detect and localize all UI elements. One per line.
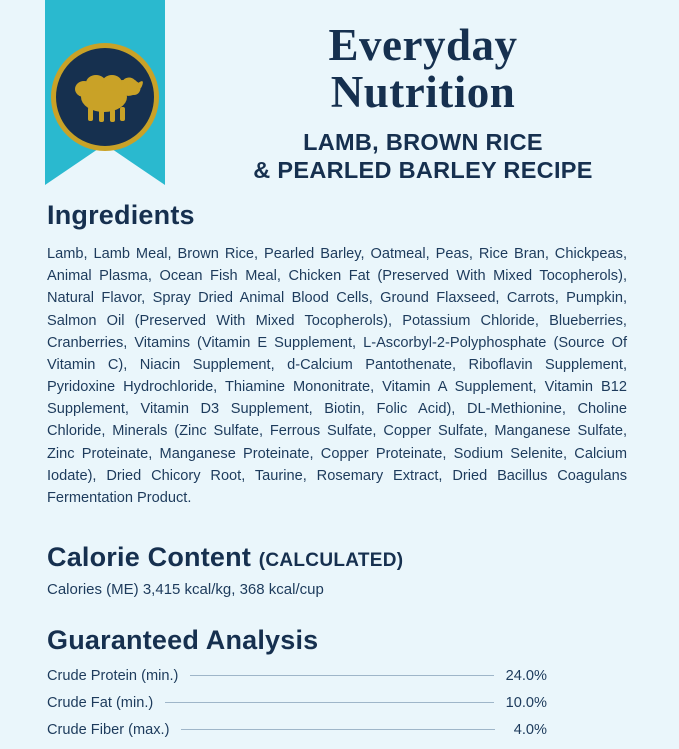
guaranteed-analysis-heading: Guaranteed Analysis	[47, 624, 319, 655]
page-subtitle-line1: LAMB, BROWN RICE	[303, 128, 543, 155]
calorie-content-heading	[47, 542, 639, 573]
ingredients-text: Lamb, Lamb Meal, Brown Rice, Pearled Barley, Oatmeal, Peas, Rice Bran, Chickpeas, Animal Plasma, Ocean Fish Meal, Chicken Fat (Preserved With Mixed Tocopherols), Natural Flavor, Spray Dried Animal Blood Cells, Ground Flaxseed, Carrots, Pumpkin, Salmon Oil (Preserved With Mixed Tocopherols), Potassium Chloride, Blueberries, Cranberries, Vitamins (Vitamin E Supplement, L-Ascorbyl-2-Polyphosphate (Source Of Vitamin C), Niacin Supplement, d-Calcium Pantothenate, Riboflavin Supplement, Pyridoxine Hydrochloride, Thiamine Mononitrate, Vitamin A Supplement, Vitamin B12 Supplement, Vitamin D3 Supplement, Biotin, Folic Acid), DL-Methionine, Choline Chloride, Minerals (Zinc Sulfate, Ferrous Sulfate, Copper Sulfate, Manganese Sulfate, Zinc Proteinate, Manganese Proteinate, Copper Proteinate, Sodium Selenite, Calcium Iodate), Dried Chicory Root, Taurine, Rosemary Extract, Dried Bacillus Coagulans Fermentation Product.	[47, 246, 627, 506]
nutrient-label: Crude Fiber (max.)	[47, 721, 170, 738]
guaranteed-analysis-table	[47, 668, 547, 738]
ingredients-heading: Ingredients	[47, 200, 195, 230]
page-title	[185, 22, 661, 116]
calorie-content-heading-note: (CALCULATED)	[258, 550, 404, 572]
table-row	[47, 668, 547, 684]
label-header	[0, 0, 679, 196]
page-title-line1: Everyday	[328, 20, 518, 70]
nutrient-value: 24.0%	[505, 667, 547, 684]
table-row	[47, 695, 547, 711]
page-subtitle-line2: & PEARLED BARLEY RECIPE	[253, 157, 593, 184]
label-body	[47, 200, 639, 749]
leader-line	[190, 675, 493, 676]
nutrient-label: Crude Protein (min.)	[47, 667, 179, 684]
brand-medallion	[51, 43, 159, 151]
nutrient-value: 10.0%	[505, 694, 547, 711]
title-block	[185, 22, 661, 185]
calorie-content-text: Calories (ME) 3,415 kcal/kg, 368 kcal/cup	[47, 581, 324, 599]
calorie-content-heading-text: Calorie Content	[47, 542, 252, 573]
page-subtitle	[185, 128, 661, 185]
nutrient-label: Crude Fat (min.)	[47, 694, 154, 711]
leader-line	[165, 702, 493, 703]
page-title-line2: Nutrition	[330, 66, 516, 117]
leader-line	[181, 729, 495, 730]
sheep-icon	[68, 70, 142, 124]
nutrient-value: 4.0%	[513, 721, 547, 738]
table-row	[47, 722, 547, 738]
